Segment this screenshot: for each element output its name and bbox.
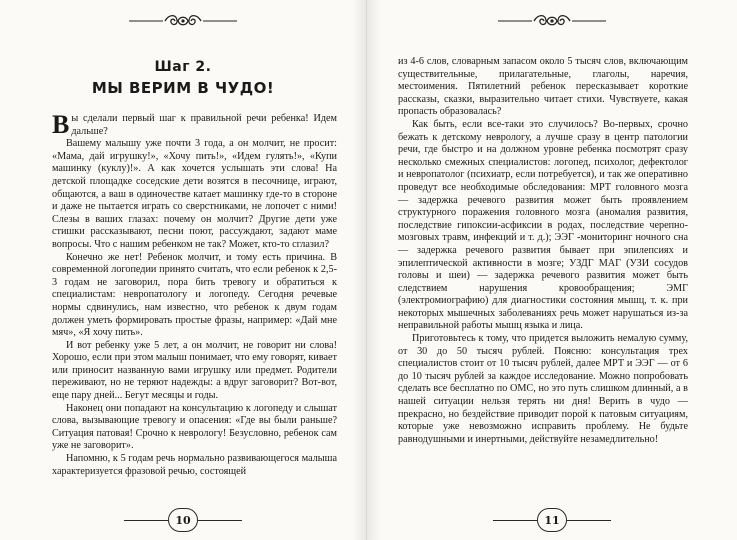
scroll-ornament-icon [498, 12, 606, 30]
folio-rule [493, 520, 537, 521]
paragraph: И вот ребенку уже 5 лет, а он молчит, не говорит ни слова! Хорошо, если при этом малыш понимает, что ему говорят, кивает или приносит названную вами игрушку или предмет. Родители переживают, но не теряют надежды: а вдруг заговорит? Вот-вот, еще пару дней... Бегут месяцы и годы. [52, 339, 337, 402]
paragraph: Вашему малышу уже почти 3 года, а он молчит, не просит: «Мама, дай игрушку!», «Хочу пить!», «Идем гулять!», «Купи машинку (куклу)!». А как хочется услышать эти слова! На детской площадке соседские дети возятся в песочнице, играют, общаются, а ваш в одиночестве катает машинку где-то в стороне и даже не пытается играть со сверстниками, не лопочет с ними! Слезы в ваших глазах: почему он молчит? Другие дети уже стишки рассказывают, песни поют, рассуждают, задают маме вопросы. Что с нашим ребенком не так? Может, кто-то сглазил? [52, 138, 337, 250]
paragraph: из 4-6 слов, словарным запасом около 5 тысяч слов, включающим существительные, прилагательные, глаголы, наречия, местоимения. Пятилетний ребенок пересказывает короткие рассказы, сказки, выразительно читает стихи. Чувствуете, какая пропасть образовалась? [398, 56, 688, 118]
paragraph: Вы сделали первый шаг к правильной речи ребенка! Идем дальше? [52, 110, 337, 139]
folio-rule [198, 520, 242, 521]
paragraph: Приготовьтесь к тому, что придется выложить немалую сумму, от 30 до 50 тысяч рублей. Поясню: консультация трех специалистов стоит от 10 тысяч рублей, далее МРТ и ЭЭГ — от 6 до 10 тысяч рублей за каждое исследование. Можно попробовать сделать все бесплатно по ОМС, но это путь слишком длинный, а в нашей ситуации нельзя терять ни дня! Верить в чудо — прекрасно, но бездействие приводит порой к патовым ситуациям, которые уже невозможно исправить проблему. Не будьте равнодушными и инертными, действуйте незамедлительно! [398, 333, 688, 445]
chapter-title: МЫ ВЕРИМ В ЧУДО! [91, 79, 275, 97]
page-number-left [124, 508, 242, 532]
page-number: 10 [168, 508, 198, 532]
drop-cap: В [52, 110, 70, 139]
folio-rule [567, 520, 611, 521]
left-body-text [52, 110, 337, 478]
paragraph: Наконец они попадают на консультацию к логопеду и слышат слова, вызывающие тревогу и опасения: «Где вы были раньше? Ситуация патовая! Срочно к неврологу! Безусловно, ребенок сам уже не заговорит». [52, 402, 337, 452]
folio-rule [124, 520, 168, 521]
gutter-shadow [367, 0, 381, 540]
page-number: 11 [537, 508, 567, 532]
chapter-heading [0, 58, 366, 98]
scroll-ornament-icon [129, 12, 237, 30]
chapter-step: Шаг 2. [154, 59, 212, 75]
paragraph: Напомню, к 5 годам речь нормально развивающегося малыша характеризуется фразовой речью, состоящей [52, 453, 337, 477]
paragraph: Конечно же нет! Ребенок молчит, и тому есть причина. В современной логопедии принято считать, что если ребенок к 2,5-3 годам не заговорил, пора бить тревогу и обратиться к специалистам: невропатологу и логопеду. Сегодня речевые нормы сдвинулись, нам известно, что ребенок к двум годам должен уметь формировать простые фразы, например: «Дай мне мяч», «Я хочу пить». [52, 251, 337, 339]
right-body-text [398, 56, 688, 446]
paragraph: Как быть, если все-таки это случилось? Во-первых, срочно бежать к детскому неврологу, а лучше сразу в центр патологии речи, где быстро и на должном уровне ребенка посмотрят сразу несколько смежных специалистов: логопед, психолог, дефектолог и невропатолог (психиатр, если потребуется), и так же оперативно проведут все необходимые обследования: МРТ головного мозга — задержка речевого развития может быть проявлением структурного поражения головного мозга (аномалия развития, последствие гипоксии-асфиксии в родах, последствие черепно-мозговых травм, инфекций и т. д.); ЭЭГ -мониторинг ночного сна — задержка речевого развития бывает при эпилепсиях и эпилептической активности в мозге; УЗДГ МАГ (УЗИ сосудов головы и шеи) — задержка речевого развития может быть следствием нарушения кровообращения; ЭМГ (электромиографию) для диагностики состояния мышц, т. к. при некоторых мышечных заболеваниях речь может нарушаться из-за неправильной работы мышц языка и лица. [398, 118, 688, 332]
page-number-right [493, 508, 611, 532]
left-page [0, 0, 367, 540]
